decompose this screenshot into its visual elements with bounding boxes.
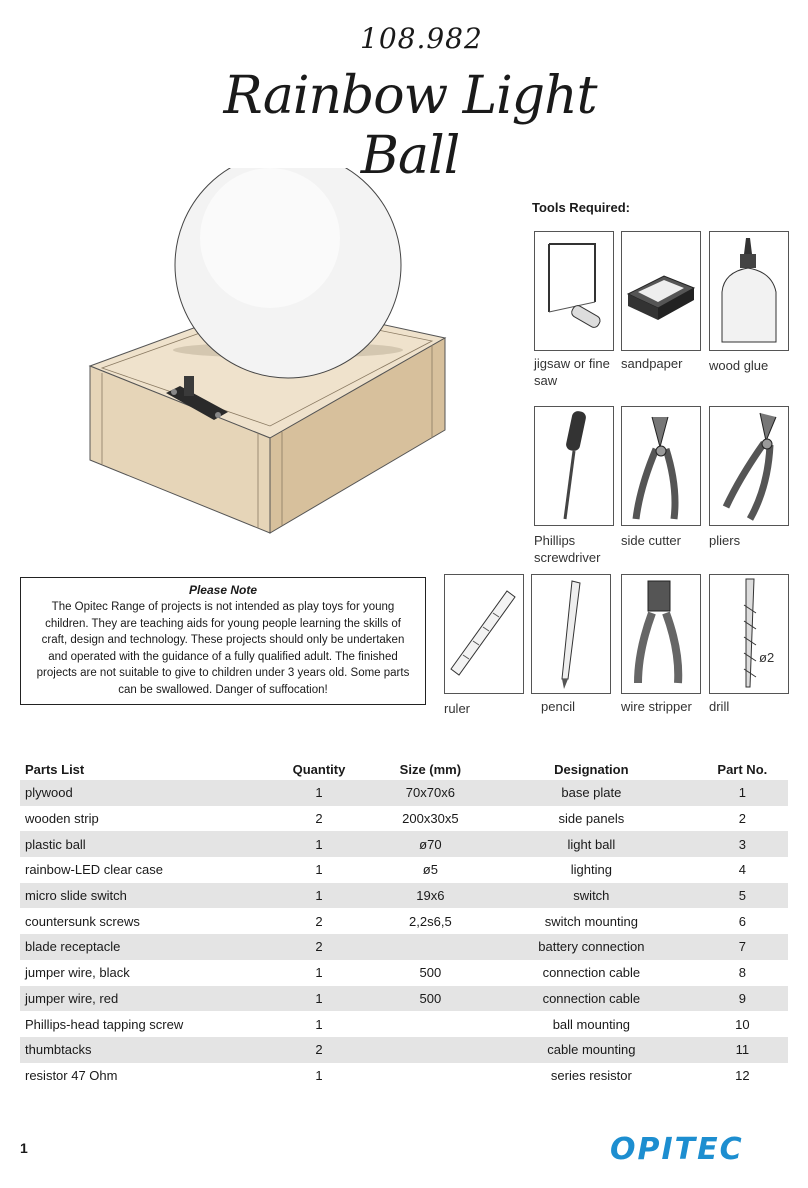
table-cell: 200x30x5 [402, 811, 459, 827]
table-cell: light ball [486, 831, 697, 857]
table-cell: 1 [315, 1067, 323, 1083]
table-cell: 500 [419, 965, 442, 981]
table-cell: jumper wire, black [25, 965, 130, 981]
drill-size-annotation: ø2 [759, 650, 775, 665]
table-cell: 2 [738, 811, 746, 827]
table-cell: 2 [315, 811, 323, 827]
table-cell: resistor 47 Ohm [25, 1067, 118, 1083]
table-row [20, 780, 788, 806]
table-cell: 12 [735, 1067, 750, 1083]
table-cell: wooden strip [25, 811, 99, 827]
table-cell: 1 [263, 780, 374, 806]
table-cell: connection cable [542, 965, 641, 981]
table-cell: 1 [315, 862, 323, 878]
tool-label: wood glue [709, 358, 769, 373]
table-cell [375, 1011, 486, 1037]
table-header-row [20, 758, 788, 780]
table-cell: 10 [735, 1016, 750, 1032]
table-cell: countersunk screws [25, 913, 140, 929]
tool-label: jigsaw or fine saw [534, 356, 610, 388]
tool-label: drill [709, 699, 730, 714]
table-row [20, 1037, 788, 1063]
safety-note [20, 577, 426, 705]
tool-label: wire stripper [621, 699, 692, 714]
table-cell: 5 [697, 883, 788, 909]
table-row [20, 883, 788, 909]
column-header: Designation [554, 761, 629, 777]
table-cell: 1 [263, 831, 374, 857]
table-cell: thumbtacks [20, 1037, 263, 1063]
table-cell: battery connection [486, 934, 697, 960]
table-cell: 70x70x6 [375, 780, 486, 806]
table-row [20, 1063, 788, 1089]
table-cell: 1 [315, 965, 323, 981]
table-cell: 1 [697, 780, 788, 806]
table-cell: plastic ball [20, 831, 263, 857]
column-header: Quantity [292, 761, 346, 777]
table-cell: jumper wire, red [20, 986, 263, 1012]
table-cell [375, 1037, 486, 1063]
column-header: Parts List [25, 761, 85, 777]
table-cell: 1 [263, 883, 374, 909]
table-cell: ø70 [375, 831, 486, 857]
table-cell: 3 [697, 831, 788, 857]
table-cell: lighting [570, 862, 612, 878]
table-cell: 2 [263, 1037, 374, 1063]
tool-label: sandpaper [621, 356, 683, 371]
tools-heading: Tools Required: [532, 200, 630, 215]
page-title: Rainbow Light Ball [223, 66, 597, 186]
table-cell: blade receptacle [20, 934, 263, 960]
table-cell: 1 [315, 1016, 323, 1032]
parts-table [20, 758, 788, 1088]
wood-glue-icon [709, 231, 789, 351]
table-cell [375, 1063, 486, 1089]
table-cell: switch mounting [544, 913, 638, 929]
table-cell: 7 [697, 934, 788, 960]
table-cell: 1 [263, 986, 374, 1012]
table-cell: 19x6 [375, 883, 486, 909]
table-cell: Phillips-head tapping screw [25, 1016, 184, 1032]
column-header: Part No. [717, 761, 768, 777]
table-cell: 2 [263, 934, 374, 960]
sandpaper-icon [621, 231, 701, 351]
table-cell: 4 [738, 862, 746, 878]
tool-label: Phillips screwdriver [534, 533, 601, 565]
table-cell: rainbow-LED clear case [25, 862, 164, 878]
note-title: Please Note [188, 583, 258, 597]
table-cell: 8 [738, 965, 746, 981]
product-code: 108.982 [360, 22, 483, 55]
table-row [20, 934, 788, 960]
table-cell: cable mounting [486, 1037, 697, 1063]
table-cell: micro slide switch [20, 883, 263, 909]
tool-label: pencil [541, 699, 575, 714]
table-cell: connection cable [486, 986, 697, 1012]
wire-stripper-icon [621, 574, 701, 694]
pliers-icon [709, 406, 789, 526]
tool-label: ruler [444, 701, 471, 716]
table-cell: ball mounting [552, 1016, 631, 1032]
table-cell: side panels [558, 811, 625, 827]
product-illustration [80, 168, 470, 548]
table-cell: 2,2s6,5 [409, 913, 452, 929]
table-cell: switch [486, 883, 697, 909]
ruler-icon [444, 574, 524, 694]
tool-label: side cutter [621, 533, 681, 548]
table-row [20, 831, 788, 857]
table-cell: ø5 [422, 862, 438, 878]
table-cell [375, 934, 486, 960]
table-cell: base plate [486, 780, 697, 806]
drill-icon [709, 574, 789, 694]
table-cell: 6 [738, 913, 746, 929]
table-row [20, 986, 788, 1012]
side-cutter-icon [621, 406, 701, 526]
pencil-icon [531, 574, 611, 694]
table-cell: series resistor [550, 1067, 632, 1083]
note-body: The Opitec Range of projects is not intended as play toys for young children. They are teaching aids for young people learning the skills of craft, design and technology. These projects should only be undertaken and operated with the guidance of a fully qualified adult. The finished projects are not suitable to give to children under 3 years old. Some parts can be swallowed. Danger of suffocation! [36, 601, 410, 696]
table-row [20, 908, 788, 934]
table-row [20, 960, 788, 986]
table-row [20, 857, 788, 883]
jigsaw-icon [534, 231, 614, 351]
table-row [20, 1011, 788, 1037]
table-cell: 2 [315, 913, 323, 929]
table-row [20, 806, 788, 832]
column-header: Size (mm) [399, 761, 462, 777]
screwdriver-icon [534, 406, 614, 526]
table-cell: 11 [697, 1037, 788, 1063]
tool-label: pliers [709, 533, 741, 548]
table-cell: 9 [697, 986, 788, 1012]
table-cell: 500 [375, 986, 486, 1012]
opitec-logo: OPITEC [610, 1132, 744, 1167]
table-cell: plywood [20, 780, 263, 806]
page-number: 1 [20, 1140, 28, 1156]
